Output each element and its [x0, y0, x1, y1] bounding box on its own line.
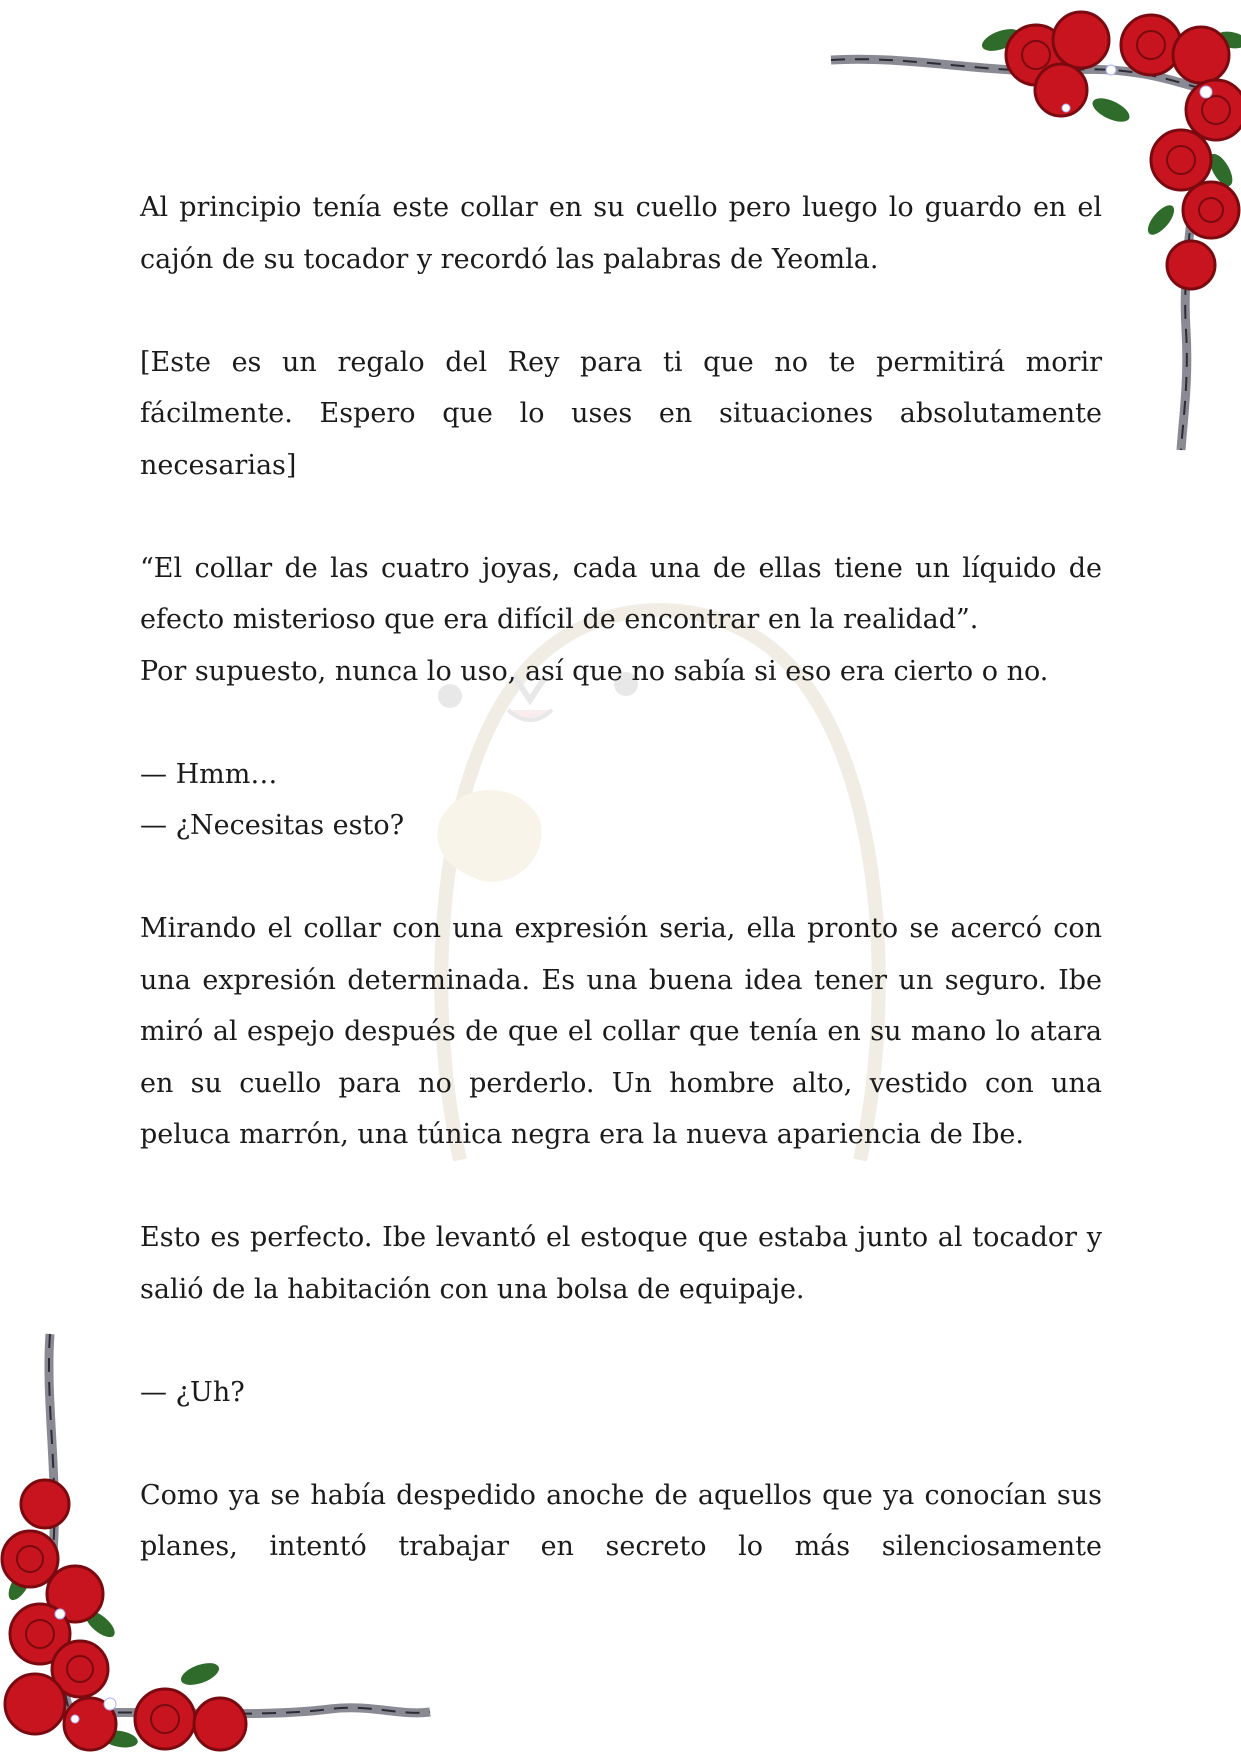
dialogue-line: — Hmm… [140, 758, 278, 790]
dialogue-line: — ¿Necesitas esto? [140, 810, 405, 841]
paragraph: Como ya se había despedido anoche de aquellos que ya conocían sus planes, intentó trabajar en secreto lo más silenciosamente [140, 1479, 1102, 1562]
dialogue-line: — ¿Uh? [140, 1376, 245, 1408]
paragraph: “El collar de las cuatro joyas, cada una de ellas tiene un líquido de efecto misterioso que era difícil de encontrar en la realidad”. [140, 552, 1102, 635]
document-body [140, 182, 1102, 1573]
paragraph: Esto es perfecto. Ibe levantó el estoque que estaba junto al tocador y salió de la habitación con una bolsa de equipaje. [140, 1222, 1102, 1305]
paragraph: [Este es un regalo del Rey para ti que no te permitirá morir fácilmente. Espero que lo uses en situaciones absolutamente necesarias] [140, 346, 1102, 481]
paragraph: Por supuesto, nunca lo uso, así que no sabía si eso era cierto o no. [140, 655, 1049, 687]
paragraph: Mirando el collar con una expresión seria, ella pronto se acercó con una expresión determinada. Es una buena idea tener un seguro. Ibe miró al espejo después de que el collar que tenía en su mano lo atara en su cuello para no perderlo. Un hombre alto, vestido con una peluca marrón, una túnica negra era la nueva apariencia de Ibe. [140, 913, 1102, 1150]
paragraph: Al principio tenía este collar en su cuello pero luego lo guardo en el cajón de su tocador y recordó las palabras de Yeomla. [140, 192, 1102, 275]
